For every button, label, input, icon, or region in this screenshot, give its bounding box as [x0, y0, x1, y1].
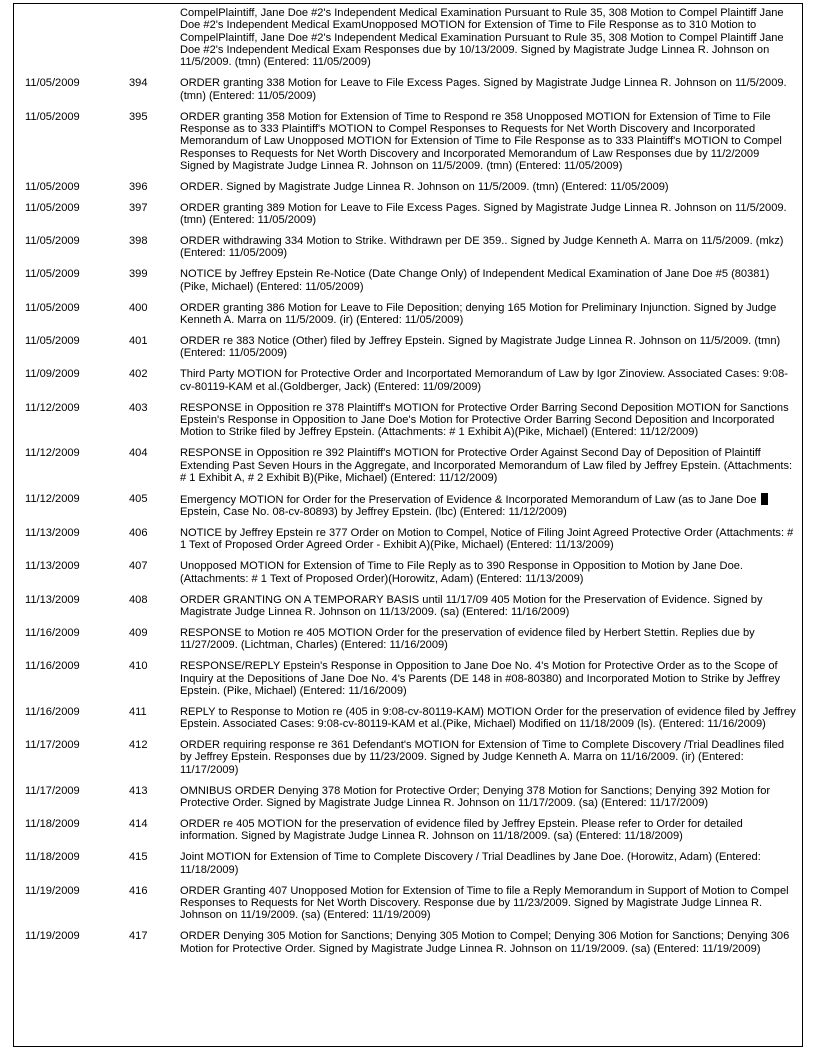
entry-date: 11/18/2009 [25, 851, 80, 864]
entry-text: ORDER granting 386 Motion for Leave to File Deposition; denying 165 Motion for Preliminary Injunction. Signed by Judge Kenneth A. Marra on 11/5/2009. (ir) (Entered: 11/05/2009) [180, 301, 777, 327]
docket-entry-404 [14, 439, 802, 485]
docket-entry-402 [14, 360, 802, 393]
entry-number: 401 [129, 334, 148, 347]
entry-number: 394 [129, 77, 148, 90]
docket-entry-400 [14, 293, 802, 326]
docket-entry-406 [14, 518, 802, 551]
entry-text: ORDER re 383 Notice (Other) filed by Jeffrey Epstein. Signed by Magistrate Judge Linnea R. Johnson on 11/5/2009. (tmn) (Entered: 11/05/2009) [180, 334, 781, 360]
entry-text: REPLY to Response to Motion re (405 in 9:08-cv-80119-KAM) MOTION Order for the preservation of evidence filed by Jeffrey Epstein. Associated Cases: 9:08-cv-80119-KAM et al.(Pike, Michael) Modified on 11/18/2009 (ls). (Entered: 11/16/2009) [180, 705, 796, 731]
docket-entry-410 [14, 652, 802, 698]
entry-number: 410 [129, 660, 148, 673]
docket-entry-396 [14, 172, 802, 193]
entry-date: 11/16/2009 [25, 705, 80, 718]
entry-date: 11/19/2009 [25, 884, 80, 897]
entry-number: 412 [129, 739, 148, 752]
docket-entry-403 [14, 393, 802, 439]
entry-text: RESPONSE/REPLY Epstein's Response in Opposition to Jane Doe No. 4's Motion for Protective Order as to the Scope of Inquiry at the Depositions of Jane Doe No. 4's Parents (DE 148 in #08-80380) and Incorporated Motion to Strike by Jeffrey Epstein. (Pike, Michael) (Entered: 11/16/2009) [180, 660, 781, 697]
entry-date: 11/05/2009 [25, 334, 80, 347]
entry-text: ORDER Denying 305 Motion for Sanctions; Denying 305 Motion to Compel; Denying 306 Motion for Sanctions; Denying 306 Motion for Protective Order. Signed by Magistrate Judge Linnea R. Johnson on 11/19/2009. (sa) (Entered: 11/19/2009) [180, 930, 790, 955]
entry-date: 11/17/2009 [25, 784, 80, 797]
entry-date: 11/09/2009 [25, 368, 80, 381]
entry-date: 11/17/2009 [25, 739, 80, 752]
entry-number: 405 [129, 492, 148, 505]
entry-text: Third Party MOTION for Protective Order and Incorportated Memorandum of Law by Igor Zinoview. Associated Cases: 9:08-cv-80119-KAM et al.(Goldberger, Jack) (Entered: 11/09/2009) [180, 368, 788, 393]
entry-text: Joint MOTION for Extension of Time to Complete Discovery / Trial Deadlines by Jane Doe. (Horowitz, Adam) (Entered: 11/18/2009) [180, 851, 761, 876]
entry-number: 397 [129, 201, 148, 214]
entry-text: Unopposed MOTION for Extension of Time to File Reply as to 390 Response in Opposition to Motion by Jane Doe. (Attachments: # 1 Text of Proposed Order)(Horowitz, Adam) (Entered: 11/13/2009) [180, 560, 743, 585]
redaction-block [761, 493, 768, 505]
docket-entry-405 [14, 484, 802, 518]
entry-date: 11/05/2009 [25, 235, 80, 248]
entry-number: 408 [129, 593, 148, 606]
entry-text [180, 484, 802, 518]
entry-text-part: Epstein, Case No. 08-cv-80893) by Jeffrey Epstein. (lbc) (Entered: 11/12/2009) [180, 506, 567, 519]
entry-text: ORDER GRANTING ON A TEMPORARY BASIS until 11/17/09 405 Motion for the Preservation of Evidence. Signed by Magistrate Judge Linnea R. Johnson on 11/13/2009. (sa) (Entered: 11/16/2009) [180, 593, 763, 618]
entry-number: 395 [129, 110, 148, 123]
docket-entry-395 [14, 102, 802, 172]
entry-text: ORDER requiring response re 361 Defendant's MOTION for Extension of Time to Complete Discovery /Trial Deadlines filed by Jeffrey Epstein. Responses due by 11/23/2009. Signed by Judge Kenneth A. Marra on 11/16/2009. (ir) (Entered: 11/17/2009) [180, 739, 785, 776]
entry-text: RESPONSE to Motion re 405 MOTION Order for the preservation of evidence filed by Herbert Stettin. Replies due by 11/27/2009. (Lichtman, Charles) (Entered: 11/16/2009) [180, 626, 755, 652]
entry-date: 11/13/2009 [25, 560, 80, 573]
entry-text: ORDER withdrawing 334 Motion to Strike. Withdrawn per DE 359.. Signed by Judge Kenneth A. Marra on 11/5/2009. (mkz) (Entered: 11/05/2009) [180, 235, 784, 260]
docket-entry-411 [14, 697, 802, 730]
entry-number: 411 [129, 705, 147, 718]
entry-number: 407 [129, 560, 148, 573]
entry-number: 404 [129, 447, 148, 460]
entry-number: 403 [129, 401, 148, 414]
docket-entry-397 [14, 193, 802, 226]
docket-entry-408 [14, 585, 802, 618]
entry-date: 11/05/2009 [25, 268, 80, 281]
entry-text: CompelPlaintiff, Jane Doe #2's Independent Medical Examination Pursuant to Rule 35, 308 Motion to Compel Plaintiff Jane Doe #2's Independent Medical ExamUnopposed MOTION for Extension of Time to File Response as to 310 Motion to CompelPlaintiff, Jane Doe #2's Independent Medical Examination Pursuant to Rule 35, 308 Motion to Compel Plaintiff Jane Doe #2's Independent Medical Exam Responses due by 10/13/2009. Signed by Magistrate Judge Linnea R. Johnson on 11/5/2009. (tmn) (Entered: 11/05/2009) [180, 7, 784, 69]
entry-number [129, 4, 180, 69]
entry-number: 400 [129, 301, 148, 314]
docket-entry-409 [14, 618, 802, 651]
entry-date: 11/13/2009 [25, 527, 80, 540]
entry-date: 11/12/2009 [25, 401, 80, 414]
entry-number: 398 [129, 235, 148, 248]
docket-entry-continued [14, 4, 802, 69]
entry-date: 11/13/2009 [25, 593, 80, 606]
entry-date: 11/05/2009 [25, 77, 80, 90]
entry-number: 415 [129, 851, 148, 864]
docket-entry-417 [14, 922, 802, 955]
docket-entry-399 [14, 260, 802, 293]
entry-date: 11/05/2009 [25, 180, 80, 193]
entry-date: 11/05/2009 [25, 201, 80, 214]
entry-text: ORDER granting 338 Motion for Leave to File Excess Pages. Signed by Magistrate Judge Linnea R. Johnson on 11/5/2009. (tmn) (Entered: 11/05/2009) [180, 77, 787, 102]
entry-date: 11/12/2009 [25, 447, 80, 460]
docket-entry-394 [14, 69, 802, 102]
docket-table-frame [13, 3, 803, 1047]
entry-number: 414 [129, 818, 148, 830]
docket-entry-413 [14, 776, 802, 809]
entry-date [14, 4, 129, 69]
entry-date: 11/05/2009 [25, 110, 80, 123]
entry-number: 396 [129, 180, 148, 193]
entry-number: 406 [129, 527, 148, 540]
entry-text: ORDER Granting 407 Unopposed Motion for Extension of Time to file a Reply Memorandum in Support of Motion to Compel Responses to Requests for Net Worth Discovery. Response due by 11/23/2009. Signed by Magistrate Judge Linnea R. Johnson on 11/19/2009. (sa) (Entered: 11/19/2009) [180, 884, 789, 922]
entry-text: RESPONSE in Opposition re 392 Plaintiff's MOTION for Protective Order Against Second Day of Deposition of Plaintiff Extending Past Seven Hours in the Aggregate, and Incorporated Memorandum of Law filed by Jeffrey Epstein. (Attachments: # 1 Exhibit A, # 2 Exhibit B)(Pike, Michael) (Entered: 11/12/2009) [180, 447, 793, 484]
docket-entry-401 [14, 326, 802, 359]
entry-date: 11/12/2009 [25, 492, 80, 505]
docket-entry-398 [14, 227, 802, 260]
entry-number: 409 [129, 626, 148, 639]
entry-text: ORDER granting 358 Motion for Extension of Time to Respond re 358 Unopposed MOTION for Extension of Time to File Response as to 333 Plaintiff's MOTION to Compel Responses to Requests for Net Worth Discovery and Incorporated Memorandum of Law Unopposed MOTION for Extension of Time to File Response as to 333 Plaintiff's MOTION to Compel Responses to Requests for Net Worth Discovery and Incorporated Memorandum of Law Responses due by 11/2/2009 Signed by Magistrate Judge Linnea R. Johnson on 11/5/2009. (tmn) (Entered: 11/05/2009) [180, 110, 782, 172]
entry-text: RESPONSE in Opposition re 378 Plaintiff's MOTION for Protective Order Barring Second Deposition MOTION for Sanctions Epstein's Response in Opposition to Jane Doe's Motion for Protective Order Barring Second Deposition and Incorporated Motion to Strike filed by Jeffrey Epstein. (Attachments: # 1 Exhibit A)(Pike, Michael) (Entered: 11/12/2009) [180, 401, 789, 439]
docket-entry-412 [14, 731, 802, 777]
docket-entry-415 [14, 843, 802, 876]
entry-number: 417 [129, 930, 148, 943]
entry-text: NOTICE by Jeffrey Epstein Re-Notice (Date Change Only) of Independent Medical Examination of Jane Doe #5 (80381) (Pike, Michael) (Entered: 11/05/2009) [180, 268, 770, 293]
entry-text: ORDER re 405 MOTION for the preservation of evidence filed by Jeffrey Epstein. Please refer to Order for detailed information. Signed by Magistrate Judge Linnea R. Johnson on 11/18/2009. (sa) (Entered: 11/18/2009) [180, 818, 743, 843]
entry-number: 413 [129, 784, 148, 797]
entry-date: 11/18/2009 [25, 818, 80, 830]
entry-text-part: Emergency MOTION for Order for the Preservation of Evidence & Incorporated Memorandum of Law (as to Jane Doe [180, 493, 757, 506]
entry-date: 11/16/2009 [25, 626, 80, 639]
entry-text: OMNIBUS ORDER Denying 378 Motion for Protective Order; Denying 378 Motion for Sanctions; Denying 392 Motion for Protective Order. Signed by Magistrate Judge Linnea R. Johnson on 11/17/2009. (sa) (Entered: 11/17/2009) [180, 784, 771, 810]
entry-date: 11/19/2009 [25, 930, 80, 943]
entry-date: 11/05/2009 [25, 301, 80, 314]
entry-text: ORDER granting 389 Motion for Leave to File Excess Pages. Signed by Magistrate Judge Linnea R. Johnson on 11/5/2009. (tmn) (Entered: 11/05/2009) [180, 201, 787, 227]
docket-entry-414 [14, 809, 802, 842]
entry-number: 399 [129, 268, 148, 281]
docket-entry-416 [14, 876, 802, 922]
entry-number: 416 [129, 884, 148, 897]
entry-text: ORDER. Signed by Magistrate Judge Linnea R. Johnson on 11/5/2009. (tmn) (Entered: 11/05/2009) [180, 180, 669, 193]
entry-text: NOTICE by Jeffrey Epstein re 377 Order on Motion to Compel, Notice of Filing Joint Agreed Protective Order (Attachments: # 1 Text of Proposed Order Agreed Order - Exhibit A)(Pike, Michael) (Entered: 11/13/2009) [180, 527, 794, 552]
docket-entries-table [14, 4, 802, 955]
docket-entry-407 [14, 552, 802, 585]
entry-number: 402 [129, 368, 148, 381]
entry-date: 11/16/2009 [25, 660, 80, 673]
